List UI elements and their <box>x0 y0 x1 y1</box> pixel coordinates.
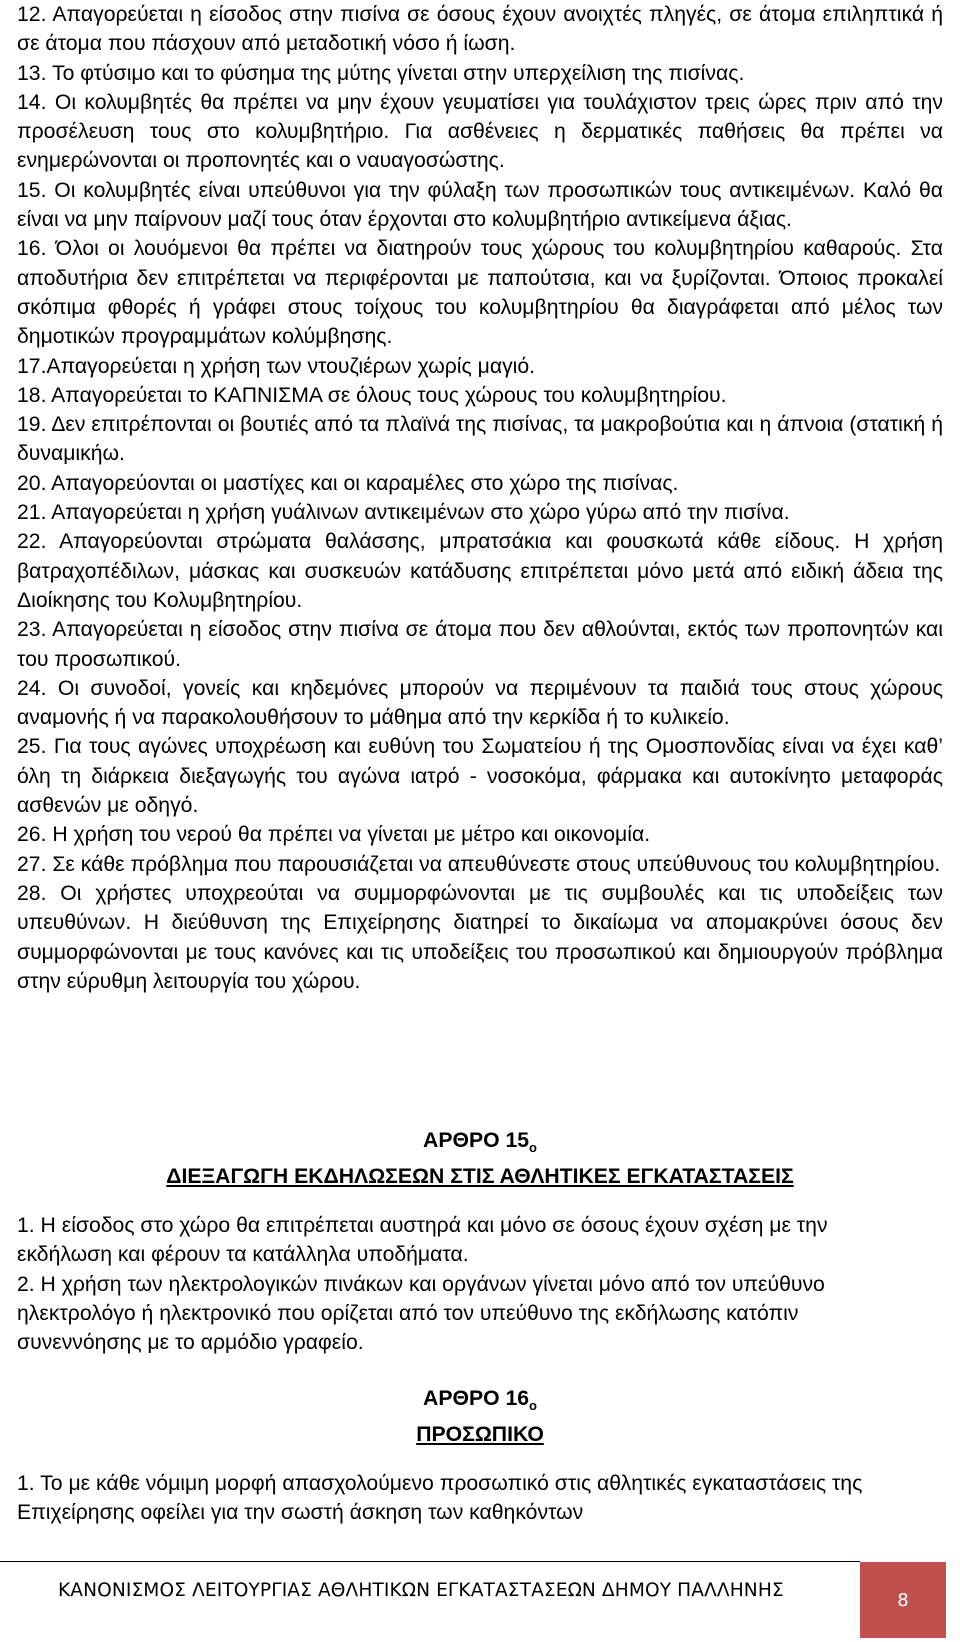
rule-20: 20. Απαγορεύονται οι μαστίχες και οι καραμέλες στο χώρο της πισίνας. <box>17 471 679 495</box>
article-15-paragraph: 1. Η είσοδος στο χώρο θα επιτρέπεται αυστηρά και μόνο σε όσους έχουν σχέση με την εκδήλωση και φέρουν τα κατάλληλα υποδήματα. <box>17 1214 828 1267</box>
rule-21: 21. Απαγορεύεται η χρήση γυάλινων αντικειμένων στο χώρο γύρω από την πισίνα. <box>17 501 790 525</box>
rule-28: 28. Οι χρήστες υποχρεούται να συμμορφώνονται με τις συμβουλές και τις υποδείξεις των υπευθύνων. Η διεύθυνση της Επιχείρησης διατηρεί το δικαίωμα να απομακρύνει όσους δεν συμμορφώνονται με τους κανόνες και τις υποδείξεις του προσωπικού και δημιουργούν πρόβλημα στην εύρυθμη λειτουργία του χώρου. <box>17 881 943 993</box>
article-16-title: ΠΡΟΣΩΠΙΚΟ <box>416 1423 544 1447</box>
article-16-number: ΑΡΘΡΟ $16_o$ <box>423 1387 537 1414</box>
article-15-paragraph: 2. Η χρήση των ηλεκτρολογικών πινάκων και οργάνων γίνεται μόνο από τον υπεύθυνο ηλεκτρολόγο ή ηλεκτρονικό που ορίζεται από τον υπεύθυνο της εκδήλωσης κατόπιν συνεννόησης με το αρμόδιο γραφείο. <box>17 1272 825 1355</box>
article-15-heading <box>17 1126 943 1191</box>
article-16-body <box>17 1469 917 1528</box>
rule-17: 17.Απαγορεύεται η χρήση των ντουζιέρων χωρίς μαγιό. <box>17 354 536 378</box>
rule-15: 15. Οι κολυμβητές είναι υπεύθυνοι για την φύλαξη των προσωπικών τους αντικειμένων. Καλό θα είναι να μην παίρνουν μαζί τους όταν έρχονται στο κολυμβητήριο αντικείμενα άξιας. <box>17 178 943 232</box>
rule-24: 24. Οι συνοδοί, γονείς και κηδεμόνες μπορούν να περιμένουν τα παιδιά τους στους χώρους αναμονής ή να παρακολουθήσουν το μάθημα από την κερκίδα ή το κυλικείο. <box>17 676 943 730</box>
rules-list <box>17 0 943 996</box>
footer-title: ΚΑΝΟΝΙΣΜΟΣ ΛΕΙΤΟΥΡΓΙΑΣ ΑΘΛΗΤΙΚΩΝ ΕΓΚΑΤΑΣΤΑΣΕΩΝ ΔΗΜΟΥ ΠΑΛΛΗΝΗΣ <box>58 1580 784 1601</box>
rule-16: 16. Όλοι οι λουόμενοι θα πρέπει να διατηρούν τους χώρους του κολυμβητηρίου καθαρούς. Στα αποδυτήρια δεν επιτρέπεται να περιφέρονται με παπούτσια, και να ξυρίζονται. Όποιος προκαλεί σκόπιμα φθορές ή γράφει στους τοίχους του κολυμβητηρίου θα διαγράφεται από μέλος των δημοτικών προγραμμάτων κολύμβησης. <box>17 237 943 349</box>
rule-25: 25. Για τους αγώνες υποχρέωση και ευθύνη του Σωματείου ή της Ομοσπονδίας είναι να έχει καθ’ όλη τη διάρκεια διεξαγωγής του αγώνα ιατρό - νοσοκόμα, φάρμακα και αυτοκίνητο μεταφοράς ασθενών με οδηγό. <box>17 735 943 818</box>
rule-22: 22. Απαγορεύονται στρώματα θαλάσσης, μπρατσάκια και φουσκωτά κάθε είδους. Η χρήση βατραχοπέδιλων, μάσκας και συσκευών κατάδυσης επιτρέπεται μόνο μετά από ειδική άδεια της Διοίκησης του Κολυμβητηρίου. <box>17 530 943 612</box>
page-footer <box>0 1562 960 1642</box>
rule-14: 14. Οι κολυμβητές θα πρέπει να μην έχουν γευματίσει για τουλάχιστον τρεις ώρες πριν από την προσέλευση τους στο κολυμβητήριο. Για ασθένειες η δερματικές παθήσεις θα πρέπει να ενημερώνονται οι προπονητές και ο ναυαγοσώστης. <box>17 90 943 173</box>
rule-18: 18. Απαγορεύεται το ΚΑΠΝΙΣΜΑ σε όλους τους χώρους του κολυμβητηρίου. <box>17 383 727 407</box>
rule-12: 12. Απαγορεύεται η είσοδος στην πισίνα σε όσους έχουν ανοιχτές πληγές, σε άτομα επιληπτικά ή σε άτομα που πάσχουν από μεταδοτική νόσο ή ίωση. <box>17 3 943 56</box>
article-15-ordinal: ο <box>529 1140 537 1156</box>
rule-27: 27. Σε κάθε πρόβλημα που παρουσιάζεται να απευθύνεστε στους υπεύθυνους του κολυμβητηρίου. <box>17 852 941 876</box>
article-16-ordinal: ο <box>529 1398 537 1414</box>
article-16-paragraph: 1. Το με κάθε νόμιμη μορφή απασχολούμενο προσωπικό στις αθλητικές εγκαταστάσεις της Επιχείρησης οφείλει για την σωστή άσκηση των καθηκόντων <box>17 1472 863 1525</box>
article-16-heading <box>17 1384 943 1449</box>
article-15-number: ΑΡΘΡΟ $15_o$ <box>423 1129 537 1156</box>
article-15-body <box>17 1211 917 1357</box>
article-15-title: ΔΙΕΞΑΓΩΓΗ ΕΚΔΗΛΩΣΕΩΝ ΣΤΙΣ ΑΘΛΗΤΙΚΕΣ ΕΓΚΑΤΑΣΤΑΣΕΙΣ <box>166 1165 794 1189</box>
rule-13: 13. Το φτύσιμο και το φύσημα της μύτης γίνεται στην υπερχείλιση της πισίνας. <box>17 61 745 85</box>
page-number-badge: 8 <box>860 1562 946 1638</box>
rule-23: 23. Απαγορεύεται η είσοδος στην πισίνα σε άτομα που δεν αθλούνται, εκτός των προπονητών και του προσωπικού. <box>17 618 943 671</box>
rule-19: 19. Δεν επιτρέπονται οι βουτιές από τα πλαϊνά της πισίνας, τα μακροβούτια και η άπνοια (στατική ή δυναμικήω. <box>17 413 943 466</box>
rule-26: 26. Η χρήση του νερού θα πρέπει να γίνεται με μέτρο και οικονομία. <box>17 823 651 847</box>
